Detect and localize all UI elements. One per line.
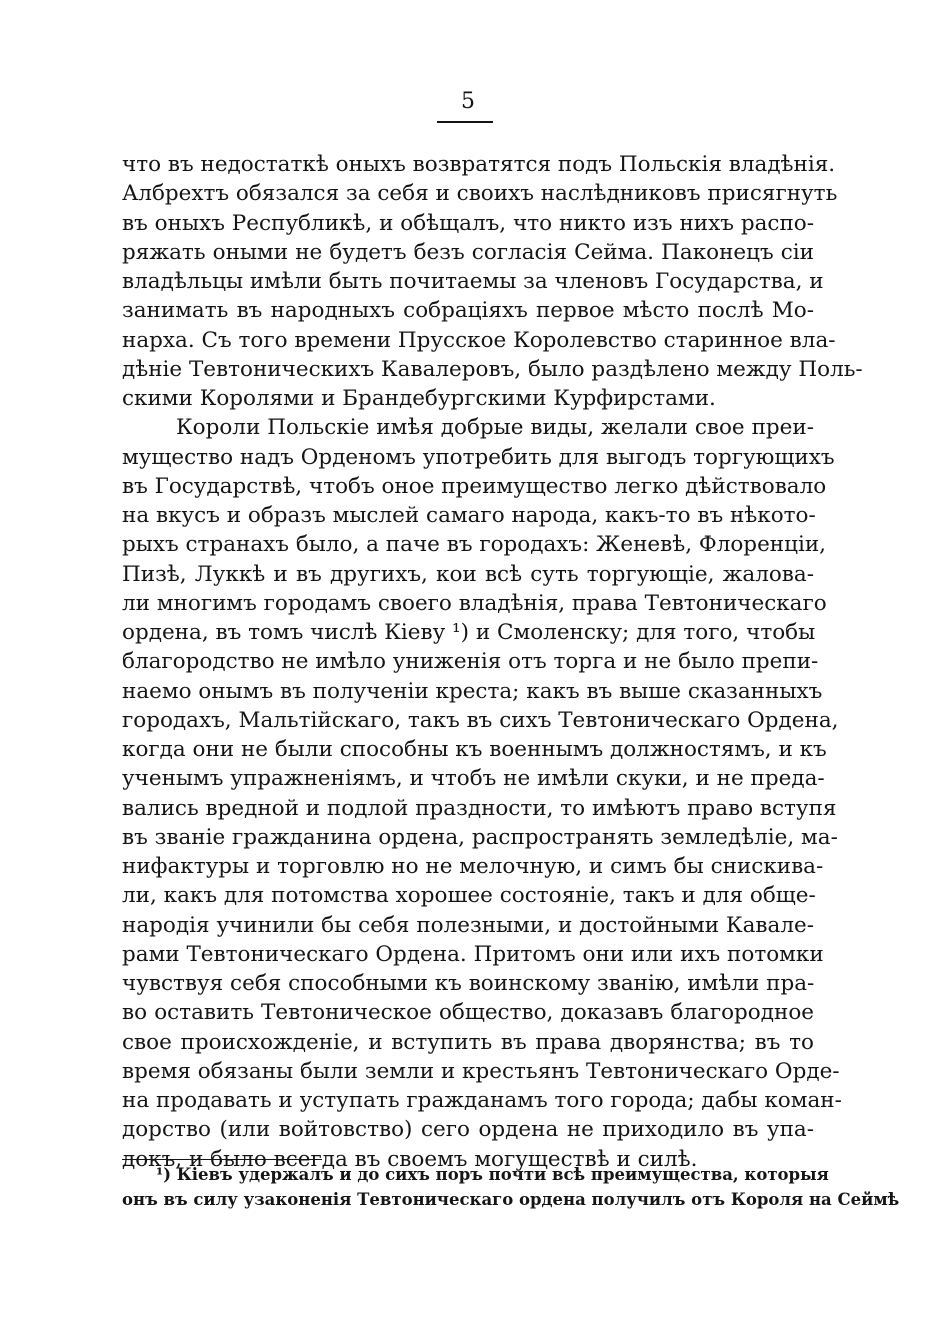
text-line: во оставить Тевтоническое общество, доказавъ благородное: [122, 1000, 814, 1026]
text-line: народія учинили бы себя полезными, и достойными Кавале-: [122, 912, 814, 938]
text-line: нифактуры и торговлю но не мелочную, и симъ бы снискива-: [122, 854, 824, 879]
body-text: [122, 150, 863, 1174]
text-line: на вкусъ и образъ мыслей самаго народа, какъ-то въ нѣкото-: [122, 503, 816, 528]
text-line: мущество надъ Орденомъ употребить для выгодъ торгующихъ: [122, 444, 835, 470]
text-line: ли многимъ городамъ своего владѣнія, права Тевтоническаго: [122, 590, 827, 616]
footnote-rule: [122, 1159, 322, 1160]
text-line: скими Королями и Брандебургскими Курфирстами.: [122, 386, 716, 411]
text-line: Албрехтъ обязался за себя и своихъ наслѣдниковъ присягнуть: [122, 181, 838, 207]
text-line: владѣльцы имѣли быть почитаемы за членовъ Государства, и: [122, 269, 824, 294]
page-number: 5: [461, 89, 475, 114]
text-line: дорство (или войтовство) сего ордена не приходило въ упа-: [122, 1117, 814, 1143]
text-line: нарха. Съ того времени Прусское Королевство старинное вла-: [122, 327, 836, 353]
text-line: время обязаны были земли и крестьянъ Тевтоническаго Орде-: [122, 1058, 840, 1084]
footnotes: [122, 1162, 900, 1212]
text-line: рами Тевтоническаго Ордена. Притомъ они или ихъ потомки: [122, 941, 824, 967]
text-line: въ званіе гражданина ордена, распространять земледѣліе, ма-: [122, 824, 838, 850]
text-line: занимать въ народныхъ собраціяхъ первое мѣсто послѣ Мо-: [122, 298, 814, 324]
text-line: свое происхожденіе, и вступить въ права дворянства; въ то: [122, 1029, 814, 1055]
text-line: Пизѣ, Луккѣ и въ другихъ, кои всѣ суть торгующіе, жалова-: [122, 561, 814, 587]
footnote-line: онъ въ силу узаконенія Тевтоническаго ордена получилъ отъ Короля на Сеймѣ: [122, 1190, 900, 1209]
text-line: ордена, въ томъ числѣ Кіеву ¹) и Смоленску; для того, чтобы: [122, 620, 816, 645]
text-line: благородство не имѣло униженія отъ торга и не было препи-: [122, 649, 819, 675]
text-line: что въ недостаткѣ оныхъ возвратятся подъ Польскія владѣнія.: [122, 152, 836, 177]
text-line: дѣніе Тевтоническихъ Кавалеровъ, было раздѣлено между Поль-: [122, 356, 863, 382]
text-line: въ оныхъ Республикѣ, и обѣщалъ, что никто изъ нихъ распо-: [122, 210, 814, 236]
text-line: чувствуя себя способными къ воинскому званію, имѣли пра-: [122, 971, 815, 996]
text-line: вались вредной и подлой праздности, то имѣютъ право вступя: [122, 795, 837, 821]
text-line: Короли Польскіе имѣя добрые виды, желали свое преи-: [176, 415, 814, 441]
text-line: докъ, и было всегда въ своемъ могуществѣ и силѣ.: [122, 1146, 698, 1172]
text-line: въ Государствѣ, чтобъ оное преимущество легко дѣйствовало: [122, 473, 827, 499]
text-line: ряжать оными не будетъ безъ согласія Сейма. Паконецъ сіи: [122, 239, 814, 265]
text-line: городахъ, Мальтійскаго, такъ въ сихъ Тевтоническаго Ордена,: [122, 707, 839, 733]
text-line: на продавать и уступать гражданамъ того города; дабы коман-: [122, 1088, 842, 1113]
text-line: ли, какъ для потомства хорошее состояніе, такъ и для обще-: [122, 883, 816, 909]
text-line: рыхъ странахъ было, а паче въ городахъ: Женевѣ, Флоренціи,: [122, 532, 826, 558]
text-line: когда они не были способны къ военнымъ должностямъ, и къ: [122, 737, 827, 762]
text-line: ученымъ упражненіямъ, и чтобъ не имѣли скуки, и не преда-: [122, 766, 825, 792]
footnote-line: ¹) Кіевъ удержалъ и до сихъ поръ почти всѣ преимущества, которыя: [156, 1165, 829, 1184]
header-rule: [437, 121, 493, 123]
text-line: наемо онымъ въ полученіи креста; какъ въ выше сказанныхъ: [122, 678, 823, 704]
